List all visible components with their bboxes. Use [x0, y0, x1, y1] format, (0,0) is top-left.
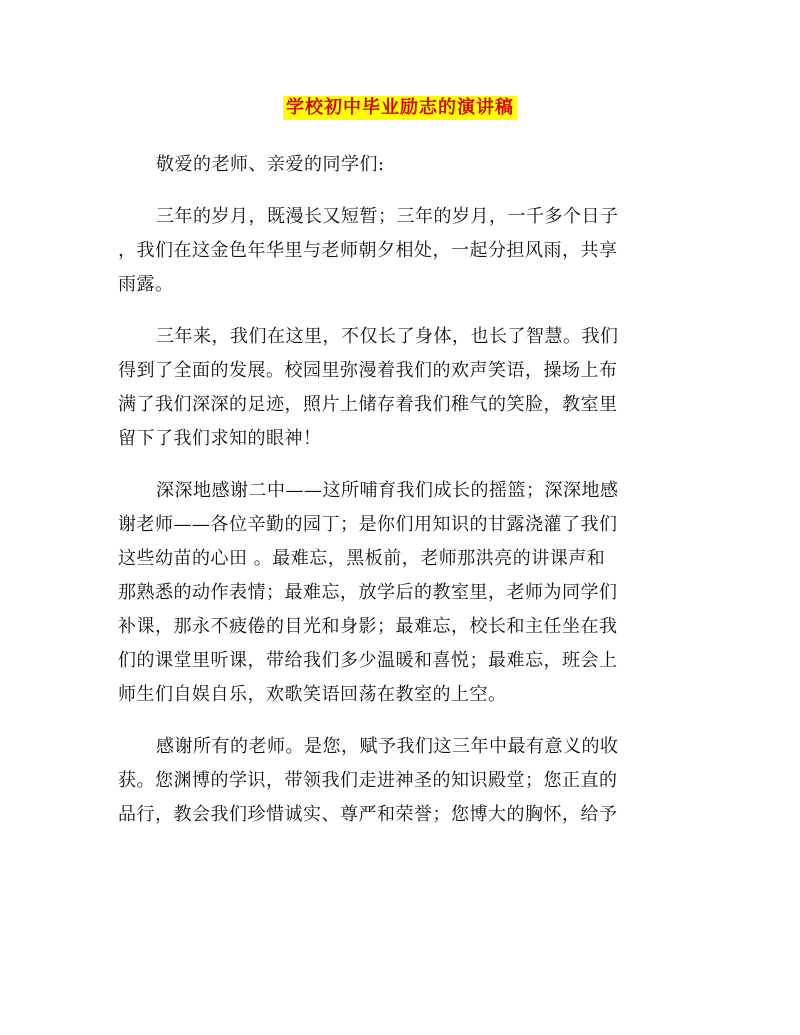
greeting: 敬爱的老师、亲爱的同学们: — [156, 154, 385, 175]
text-line: 品行，教会我们珍惜诚实、尊严和荣誉；您博大的胸怀，给予 — [118, 804, 618, 825]
text-line: 师生们自娱自乐，欢歌笑语回荡在教室的上空。 — [118, 684, 507, 705]
text-line: 补课，那永不疲倦的目光和身影；最难忘，校长和主任坐在我 — [118, 616, 618, 637]
text-line: 三年来，我们在这里，不仅长了身体，也长了智慧。我们 — [156, 326, 619, 347]
title-wrap — [0, 96, 800, 120]
document-title: 学校初中毕业励志的演讲稿 — [283, 96, 517, 120]
document-body — [118, 148, 688, 832]
paragraph-1 — [118, 200, 688, 302]
text-line: 三年的岁月，既漫长又短暂；三年的岁月，一千多个日子 — [156, 206, 619, 227]
text-line: 谢老师——各位辛勤的园丁；是你们用知识的甘露浇灌了我们 — [118, 514, 618, 535]
text-line: 们的课堂里听课，带给我们多少温暖和喜悦；最难忘，班会上 — [118, 650, 618, 671]
paragraph-3 — [118, 474, 688, 712]
text-line: 雨露。 — [118, 274, 174, 295]
text-line: 那熟悉的动作表情；最难忘，放学后的教室里，老师为同学们 — [118, 582, 618, 603]
text-line: 感谢所有的老师。是您，赋予我们这三年中最有意义的收 — [156, 736, 619, 757]
text-line: 留下了我们求知的眼神！ — [118, 428, 322, 449]
text-line: ，我们在这金色年华里与老师朝夕相处，一起分担风雨，共享 — [118, 240, 618, 261]
text-line: 获。您渊博的学识，带领我们走进神圣的知识殿堂；您正直的 — [118, 770, 618, 791]
text-line: 这些幼苗的心田 。最难忘，黑板前，老师那洪亮的讲课声和 — [118, 548, 606, 569]
text-line: 得到了全面的发展。校园里弥漫着我们的欢声笑语，操场上布 — [118, 360, 618, 381]
paragraph-4 — [118, 730, 688, 832]
text-line: 满了我们深深的足迹，照片上储存着我们稚气的笑脸，教室里 — [118, 394, 618, 415]
text-line: 深深地感谢二中——这所哺育我们成长的摇篮；深深地感 — [156, 480, 619, 501]
paragraph-2 — [118, 320, 688, 456]
